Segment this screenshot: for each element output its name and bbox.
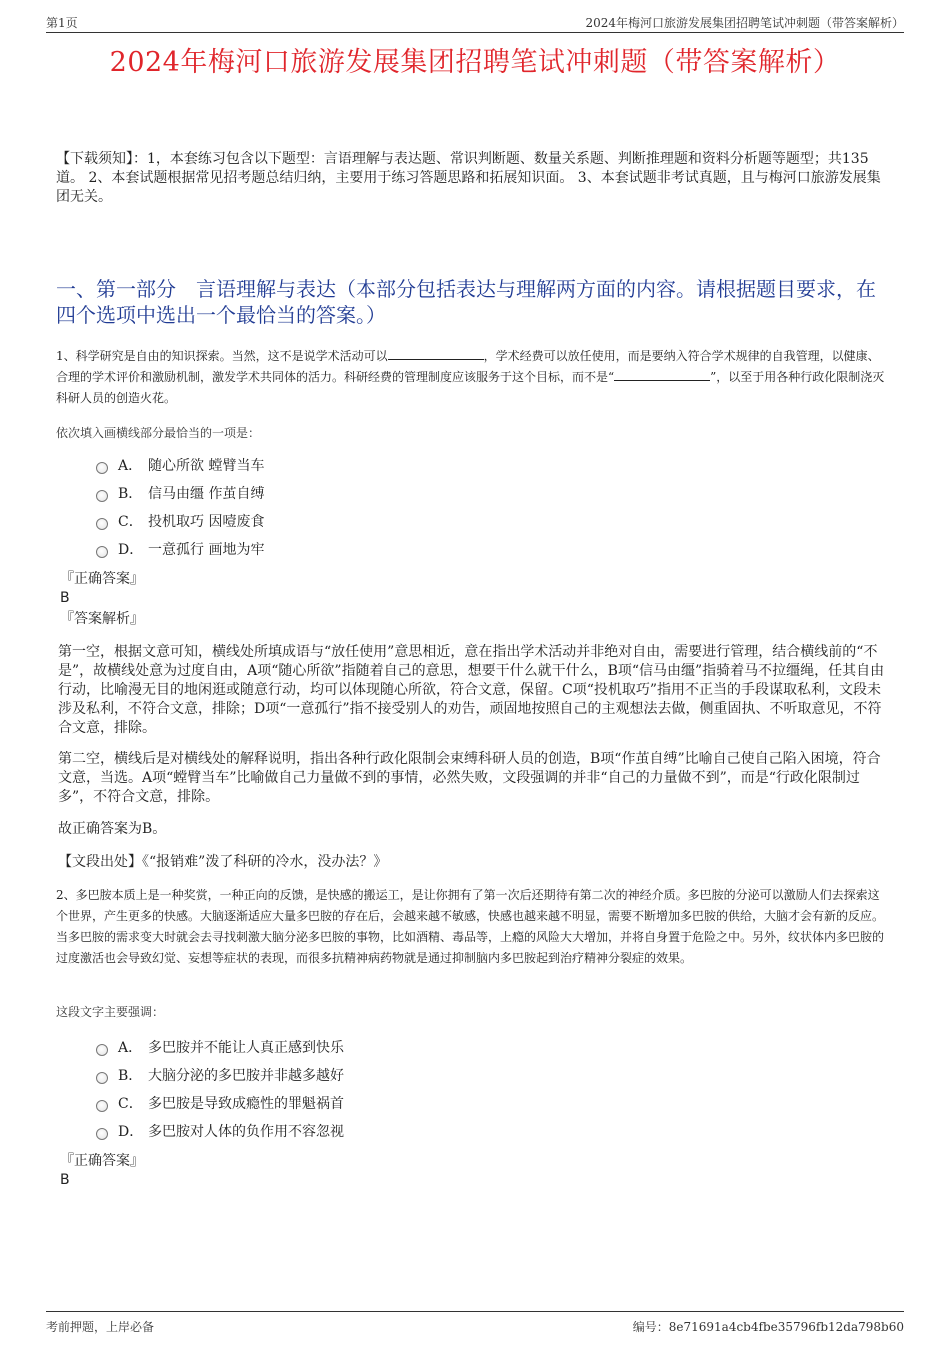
radio-icon[interactable] (96, 1100, 108, 1112)
option-c[interactable]: C． 多巴胺是导致成瘾性的罪魁祸首 (96, 1090, 344, 1118)
radio-icon[interactable] (96, 1044, 108, 1056)
radio-icon[interactable] (96, 490, 108, 502)
option-b[interactable]: B． 大脑分泌的多巴胺并非越多越好 (96, 1062, 344, 1090)
question-2-options (96, 1034, 344, 1146)
footer-slogan: 考前押题，上岸必备 (46, 1320, 155, 1334)
analysis-label: 『答案解析』 (60, 611, 144, 627)
analysis-paragraph-2: 第二空，横线后是对横线处的解释说明，指出各种行政化限制会束缚科研人员的创造，B项“作茧自缚”比喻自己使自己陷入困境，符合文意，当选。A项“螳臂当车”比喻做自己力量做不到的事情，必然失败，文段强调的并非“自己的力量做不到”，而是“行政化限制过多”，不符合文意，排除。 (58, 751, 881, 805)
radio-icon[interactable] (96, 518, 108, 530)
correct-answer-label: 『正确答案』 (60, 1153, 144, 1169)
page-title: 2024年梅河口旅游发展集团招聘笔试冲刺题（带答案解析） (109, 47, 841, 78)
question-1-stem (56, 346, 890, 409)
radio-icon[interactable] (96, 1128, 108, 1140)
correct-answer: B (60, 590, 70, 606)
radio-icon[interactable] (96, 462, 108, 474)
page-number: 第1页 (46, 16, 78, 30)
correct-answer: B (60, 1172, 70, 1188)
option-d[interactable]: D． 多巴胺对人体的负作用不容忽视 (96, 1118, 344, 1146)
download-notice: 【下载须知】：1，本套练习包含以下题型：言语理解与表达题、常识判断题、数量关系题、判断推理题和资料分析题等题型；共135道。 2、本套试题根据常见招考题总结归纳，主要用于练习答题思路和拓展知识面。 3、本套试题非考试真题，且与梅河口旅游发展集团无关。 (56, 151, 881, 205)
option-a[interactable]: A． 多巴胺并不能让人真正感到快乐 (96, 1034, 344, 1062)
analysis-conclusion: 故正确答案为B。 (58, 821, 167, 837)
question-1-text-c: ”，以至于用各种行政化限制浇灭科研人员的创造火花。 (56, 370, 885, 405)
page-header (46, 10, 904, 33)
document-id: 编号：8e71691a4cb4fbe35796fb12da798b60 (632, 1320, 904, 1334)
question-1-instruction: 依次填入画横线部分最恰当的一项是： (56, 426, 261, 440)
section-heading: 一、第一部分 言语理解与表达（本部分包括表达与理解两方面的内容。请根据题目要求，在四个选项中选出一个最恰当的答案。） (56, 277, 876, 327)
source-citation: 【文段出处】《“报销难”泼了科研的冷水，没办法？》 (58, 854, 388, 870)
question-1-text-a: 1、科学研究是自由的知识探索。当然，这不是说学术活动可以 (56, 349, 388, 363)
answer-blank-1 (388, 348, 484, 360)
question-1-options (96, 452, 264, 564)
correct-answer-label: 『正确答案』 (60, 571, 144, 587)
answer-blank-2 (614, 369, 710, 381)
radio-icon[interactable] (96, 1072, 108, 1084)
analysis-paragraph-1: 第一空，根据文意可知，横线处所填成语与“放任使用”意思相近，意在指出学术活动并非绝对自由，需要进行管理，结合横线前的“不是”，故横线处意为过度自由，A项“随心所欲”指随着自己的意思，想要干什么就干什么，B项“信马由缰”指骑着马不拉缰绳，任其自由行动，比喻漫无目的地闲逛或随意行动，均可以体现随心所欲，符合文意，保留。C项“投机取巧”指用不正当的手段谋取私利，文段未涉及私利，不符合文意，排除；D项“一意孤行”指不接受别人的劝告，顽固地按照自己的主观想法去做，侧重固执、不听取意见，不符合文意，排除。 (58, 644, 885, 736)
header-doc-title: 2024年梅河口旅游发展集团招聘笔试冲刺题（带答案解析） (585, 16, 904, 30)
question-2-instruction: 这段文字主要强调： (56, 1005, 165, 1019)
option-a[interactable]: A． 随心所欲 螳臂当车 (96, 452, 264, 480)
page-footer (46, 1311, 904, 1336)
option-b[interactable]: B． 信马由缰 作茧自缚 (96, 480, 264, 508)
option-d[interactable]: D． 一意孤行 画地为牢 (96, 536, 264, 564)
question-2-stem: 2、多巴胺本质上是一种奖赏，一种正向的反馈，是快感的搬运工，是让你拥有了第一次后还期待有第二次的神经介质。多巴胺的分泌可以激励人们去探索这个世界，产生更多的快感。大脑逐渐适应大量多巴胺的存在后，会越来越不敏感，快感也越来越不明显，需要不断增加多巴胺的供给，大脑才会有新的反应。当多巴胺的需求变大时就会去寻找刺激大脑分泌多巴胺的事物，比如酒精、毒品等，上瘾的风险大大增加，并将自身置于危险之中。另外，纹状体内多巴胺的过度激活也会导致幻觉、妄想等症状的表现，而很多抗精神病药物就是通过抑制脑内多巴胺起到治疗精神分裂症的效果。 (56, 888, 885, 965)
option-c[interactable]: C． 投机取巧 因噎废食 (96, 508, 264, 536)
question-1-text-b: ，学术经费可以放任使用，而是要纳入符合学术规律的自我管理，以健康、合理的学术评价和激励机制，激发学术共同体的活力。科研经费的管理制度应该服务于这个目标，而不是“ (56, 349, 880, 384)
radio-icon[interactable] (96, 546, 108, 558)
